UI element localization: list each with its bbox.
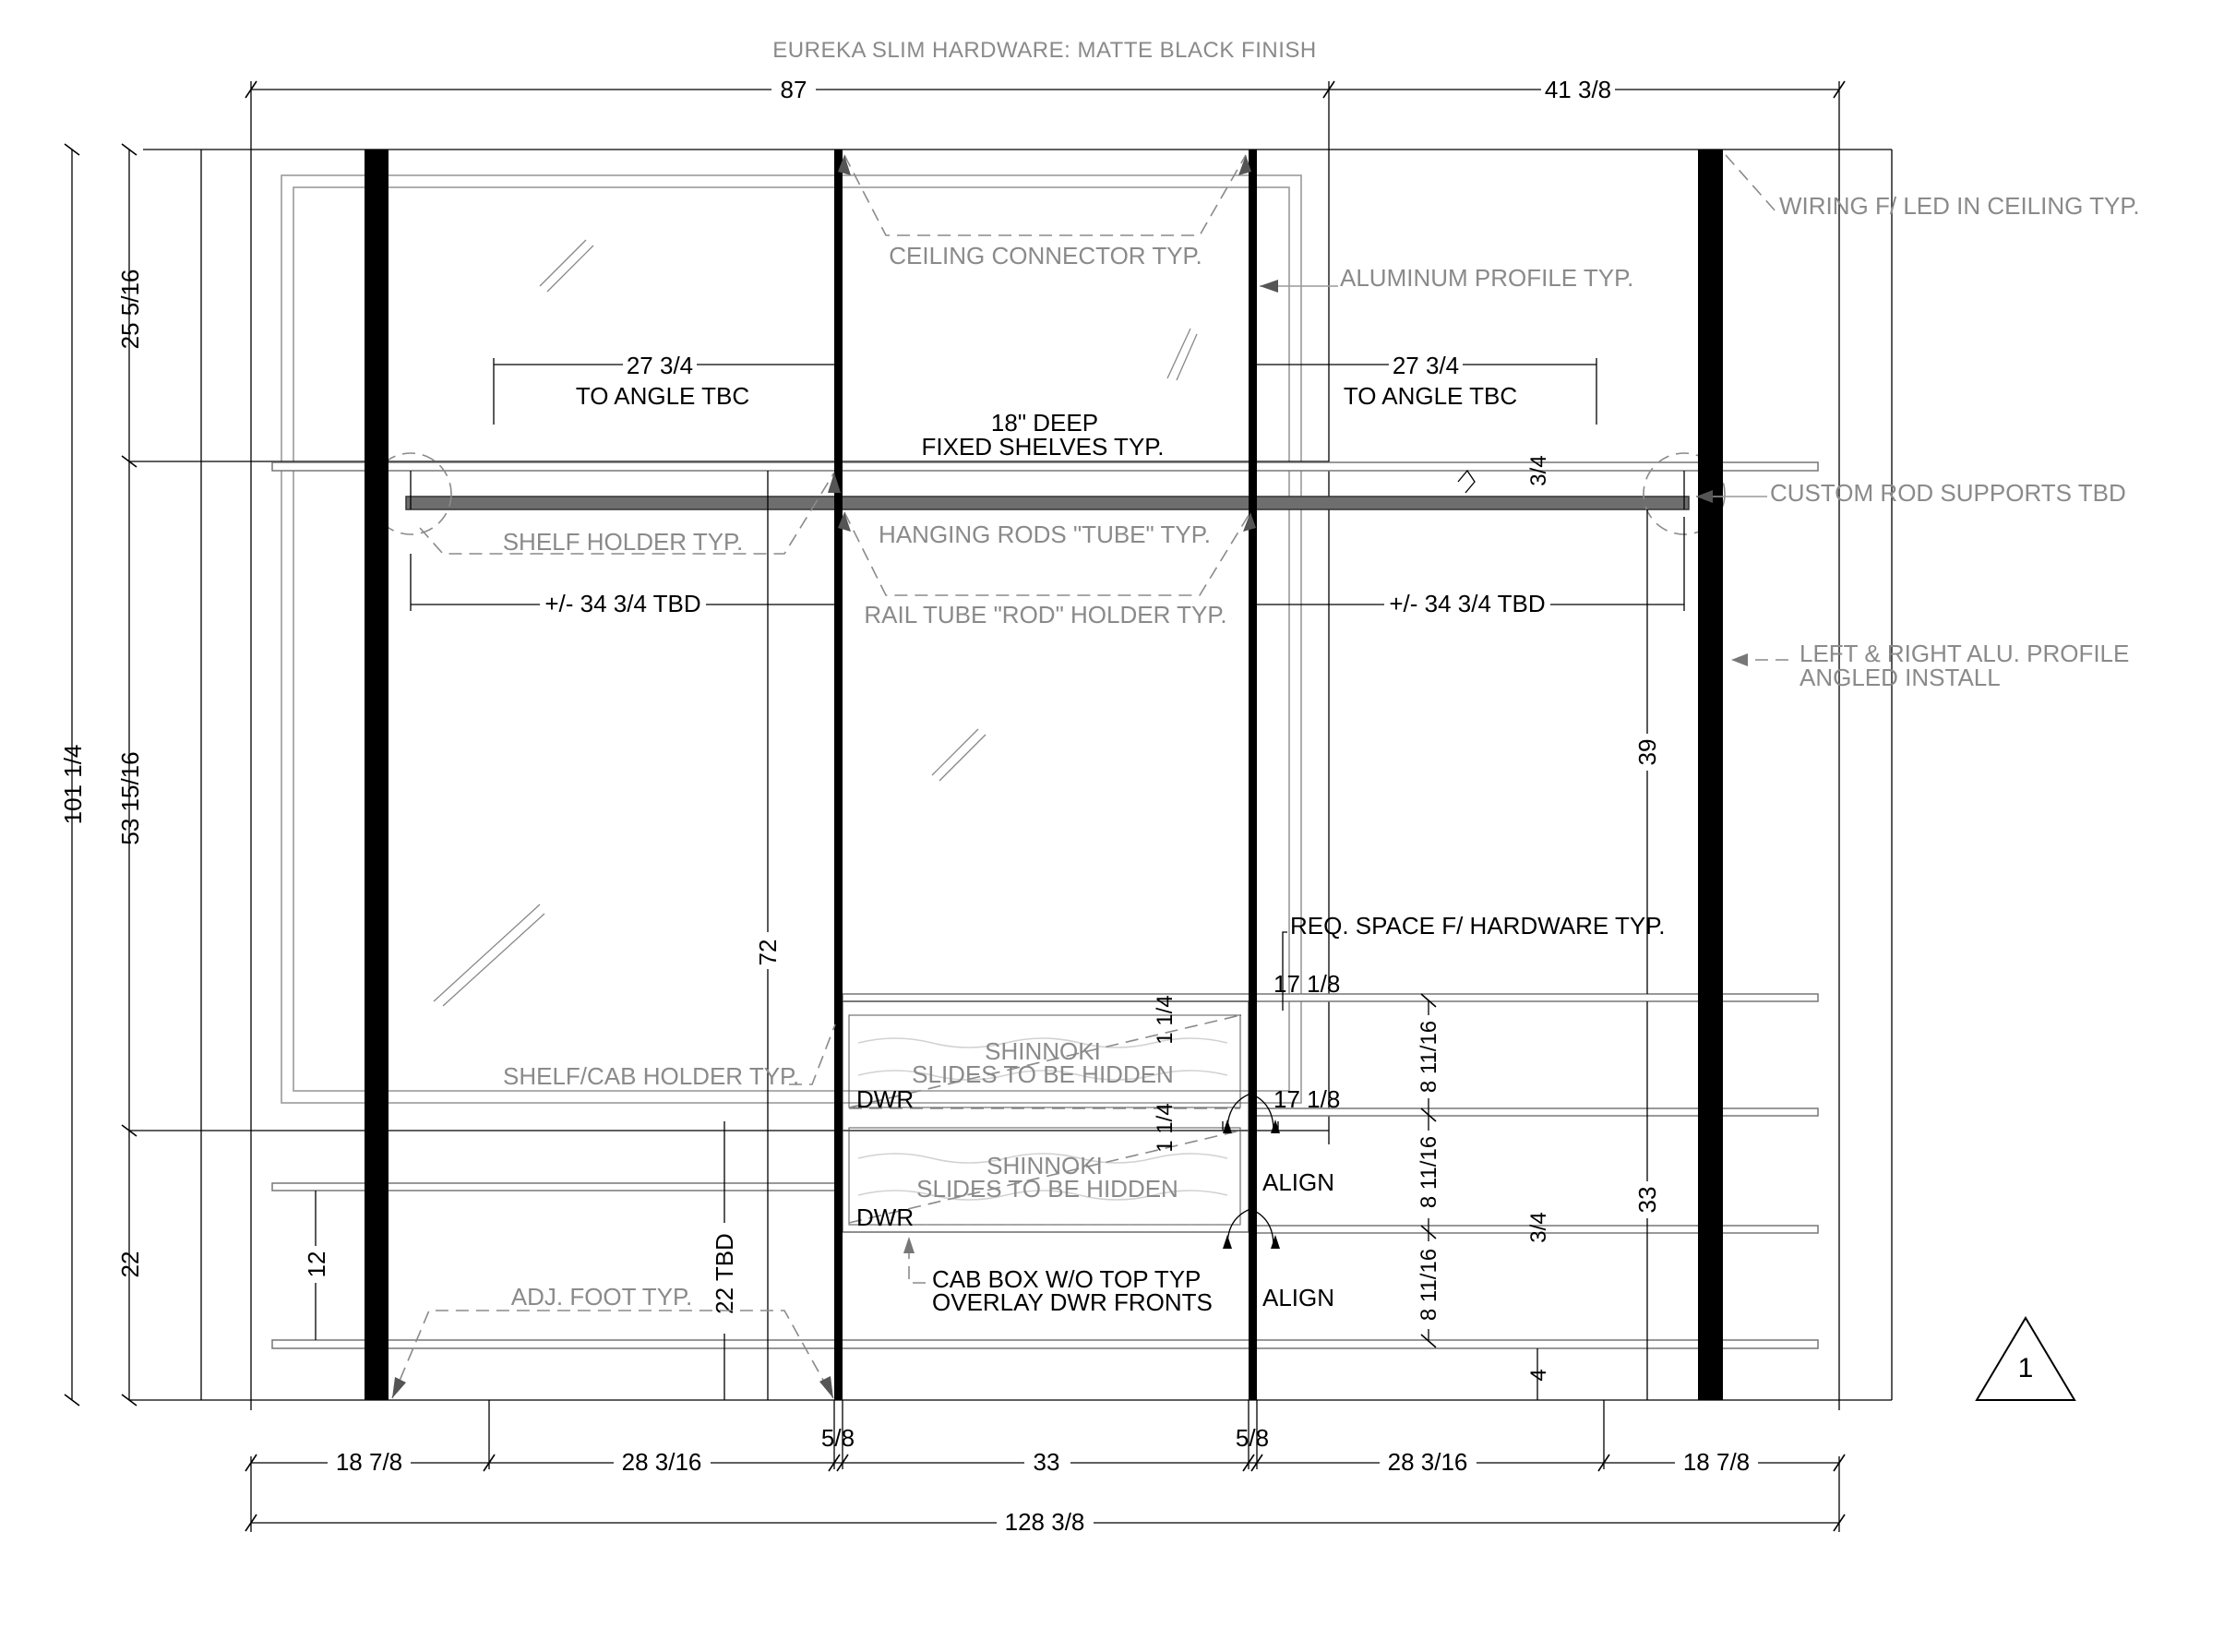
dim-three-quarter-top: 3/4: [1526, 455, 1551, 486]
dim-bottom-overall: 128 3/8: [1004, 1508, 1085, 1536]
dim-to-angle-right: 27 3/4: [1392, 352, 1460, 379]
note-align-1: ALIGN: [1262, 1168, 1335, 1196]
drawer2-line2: SLIDES TO BE HIDDEN: [916, 1175, 1178, 1203]
rod-supports-callout: [1696, 479, 2126, 507]
dim-rod-left: +/- 34 3/4 TBD: [544, 590, 701, 617]
post-center-left: [834, 150, 843, 1400]
dim-rod-right: +/- 34 3/4 TBD: [1389, 590, 1546, 617]
right-spacing-dims: [1412, 994, 1551, 1400]
note-to-angle-left: TO ANGLE TBC: [575, 382, 750, 410]
align-callouts: [1223, 1094, 1334, 1311]
section-marker: [1977, 1318, 2075, 1400]
note-req-space: REQ. SPACE F/ HARDWARE TYP.: [1290, 912, 1666, 940]
note-shelf-holder: SHELF HOLDER TYP.: [502, 528, 744, 556]
dim-bottom-seg1: 18 7/8: [335, 1448, 403, 1476]
dim-drawer-mid-width: 17 1/8: [1273, 1085, 1341, 1113]
drawer2-line1: SHINNOKI: [986, 1152, 1103, 1179]
cab-box-callout: [903, 1237, 1213, 1316]
note-ceiling-connector: CEILING CONNECTOR TYP.: [889, 242, 1202, 269]
dim-bottom-post-b: 5/8: [1235, 1424, 1270, 1452]
dim-height-39: 39: [1633, 738, 1661, 766]
note-shelf-cab-holder: SHELF/CAB HOLDER TYP.: [503, 1062, 800, 1090]
note-cab-box-1: CAB BOX W/O TOP TYP: [932, 1265, 1202, 1293]
wall-frame: [129, 150, 1892, 1400]
shelf-cab-holder-callout: [503, 1024, 835, 1090]
section-marker-number: 1: [2017, 1353, 2034, 1383]
dim-overall-right: 41 3/8: [1544, 76, 1612, 103]
hanging-rods-callout: [838, 512, 1256, 628]
note-fixed-shelves: FIXED SHELVES TYP.: [921, 433, 1165, 461]
top-shelf: [272, 462, 1818, 471]
bottom-dimensions: [245, 1400, 1845, 1536]
note-align-2: ALIGN: [1262, 1284, 1335, 1311]
dim-bottom-post-a: 5/8: [820, 1424, 855, 1452]
aluminum-profile-callout: [1260, 264, 1633, 293]
dim-overall-height: 101 1/4: [59, 744, 87, 825]
dim-gap-a: 1 1/4: [1153, 995, 1178, 1045]
note-to-angle-right: TO ANGLE TBC: [1343, 382, 1518, 410]
dim-gap-b: 1 1/4: [1153, 1103, 1178, 1153]
post-far-right: [1698, 150, 1723, 1400]
dim-height-33: 33: [1633, 1186, 1661, 1214]
left-dimensions: [59, 144, 1329, 1406]
note-aluminum-profile: ALUMINUM PROFILE TYP.: [1340, 264, 1634, 292]
drawer1-line2: SLIDES TO BE HIDDEN: [912, 1060, 1174, 1088]
dim-space-a: 8 11/16: [1417, 1020, 1441, 1094]
dim-bottom-seg2: 28 3/16: [621, 1448, 702, 1476]
dim-lower-height: 22: [116, 1251, 144, 1278]
aluminum-posts: [365, 150, 1723, 1400]
dim-space-b: 8 11/16: [1417, 1135, 1441, 1209]
note-rod-supports: CUSTOM ROD SUPPORTS TBD: [1770, 479, 2126, 507]
ceiling-connector-callout: [838, 155, 1251, 269]
lr-profile-callout: [1731, 640, 2129, 691]
left-lower-shelf: [272, 1183, 835, 1191]
drawer2-tag: DWR: [856, 1203, 915, 1231]
drawer1-line1: SHINNOKI: [985, 1037, 1101, 1065]
note-wiring: WIRING F/ LED IN CEILING TYP.: [1779, 192, 2140, 220]
post-far-left: [365, 150, 389, 1400]
dim-middle-height: 53 15/16: [116, 751, 144, 845]
dim-height-12: 12: [303, 1251, 330, 1278]
note-cab-box-2: OVERLAY DWR FRONTS: [932, 1288, 1213, 1316]
dim-bottom-seg4: 28 3/16: [1387, 1448, 1468, 1476]
note-lr-profile-1: LEFT & RIGHT ALU. PROFILE: [1800, 640, 2130, 667]
wiring-callout: [1726, 155, 2140, 220]
note-lr-profile-2: ANGLED INSTALL: [1800, 664, 2001, 691]
shelf-holder-callout: [420, 473, 841, 556]
dim-height-72: 72: [754, 939, 782, 966]
dim-space-c: 8 11/16: [1417, 1248, 1441, 1322]
drawer1-tag: DWR: [856, 1085, 915, 1113]
note-adj-foot: ADJ. FOOT TYP.: [510, 1283, 693, 1311]
note-hanging-rods: HANGING RODS "TUBE" TYP.: [879, 521, 1211, 548]
note-shelf-deep: 18" DEEP: [990, 409, 1099, 437]
bottom-shelf: [272, 1340, 1818, 1348]
note-rail-tube: RAIL TUBE "ROD" HOLDER TYP.: [864, 601, 1227, 628]
drawing-title: EUREKA SLIM HARDWARE: MATTE BLACK FINISH: [772, 38, 1317, 63]
dim-three-quarter-bottom: 3/4: [1526, 1212, 1551, 1243]
dim-bottom-seg5: 18 7/8: [1682, 1448, 1751, 1476]
drawer-labels: [856, 1037, 1178, 1231]
dim-four: 4: [1526, 1369, 1551, 1382]
post-center-right: [1249, 150, 1257, 1400]
dim-upper-height: 25 5/16: [116, 269, 144, 350]
dim-bottom-seg3: 33: [1033, 1448, 1060, 1476]
dim-height-22tbd: 22 TBD: [711, 1233, 738, 1314]
dim-drawer-top-width: 17 1/8: [1273, 970, 1341, 998]
dim-overall-left: 87: [780, 76, 807, 103]
dim-to-angle-left: 27 3/4: [626, 352, 694, 379]
